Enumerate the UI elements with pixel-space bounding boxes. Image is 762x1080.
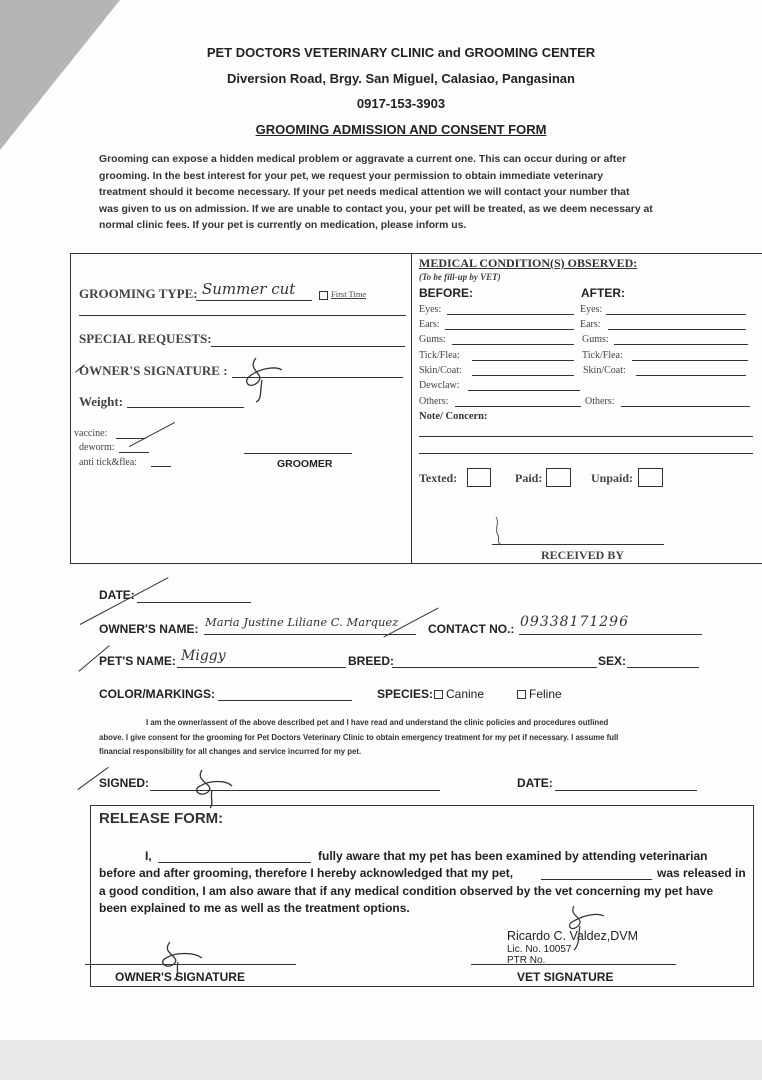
- after-ears-label: Ears:: [580, 319, 601, 330]
- before-ears-label: Ears:: [419, 319, 440, 330]
- groomer-line[interactable]: [244, 453, 352, 454]
- after-gums-line[interactable]: [614, 344, 748, 345]
- note-label: Note/ Concern:: [419, 411, 488, 422]
- breed-label: BREED:: [348, 654, 395, 668]
- note-line-2[interactable]: [419, 453, 753, 454]
- after-eyes-label: Eyes:: [580, 304, 603, 315]
- received-by-line[interactable]: [492, 544, 664, 545]
- owner-name-value[interactable]: Maria Justine Liliane C. Marquez: [205, 615, 399, 629]
- texted-checkbox[interactable]: [467, 468, 491, 487]
- release-text-2b: was released in: [657, 866, 746, 880]
- consent-date-label: DATE:: [517, 776, 553, 790]
- breed-line[interactable]: [392, 667, 597, 668]
- first-time-label: First Time: [331, 289, 367, 299]
- anti-tick-label: anti tick&flea:: [79, 457, 138, 468]
- release-text-1: fully aware that my pet has been examined by attending veterinarian: [318, 849, 708, 863]
- consent-line-2: above. I give consent for the grooming for Pet Doctors Veterinary Clinic to obtain emergency treatment for my pet if necessary. I assume full: [99, 733, 619, 742]
- before-skincoat-label: Skin/Coat:: [419, 365, 462, 376]
- after-gums-label: Gums:: [582, 334, 609, 345]
- signed-signature-scribble: [188, 764, 244, 810]
- after-tickflea-line[interactable]: [632, 360, 748, 361]
- intro-line: normal clinic fees. If your pet is currently on medication, please inform us.: [99, 220, 467, 231]
- checkbox-icon[interactable]: [517, 690, 526, 699]
- paid-checkbox[interactable]: [546, 468, 571, 487]
- before-gums-line[interactable]: [452, 344, 574, 345]
- intro-line: was given to us on admission. If we are unable to contact you, your pet will be treated, as we deem necessary at: [99, 203, 653, 215]
- paid-label: Paid:: [515, 471, 543, 485]
- before-dewclaw-label: Dewclaw:: [419, 380, 460, 391]
- before-eyes-label: Eyes:: [419, 304, 442, 315]
- after-tickflea-label: Tick/Flea:: [582, 350, 623, 361]
- before-label: BEFORE:: [419, 286, 473, 300]
- release-text-2: before and after grooming, therefore I hereby acknowledged that my pet,: [99, 866, 514, 880]
- before-dewclaw-line[interactable]: [468, 390, 580, 391]
- clinic-address: Diversion Road, Brgy. San Miguel, Calasiao, Pangasinan: [227, 71, 575, 86]
- release-pet-line[interactable]: [541, 879, 652, 880]
- pet-name-label: PET'S NAME:: [99, 654, 176, 668]
- consent-date-line[interactable]: [555, 790, 697, 791]
- signed-label: SIGNED:: [99, 776, 150, 790]
- first-time-checkbox[interactable]: [319, 289, 366, 300]
- contact-line: [519, 634, 702, 635]
- release-text-3: a good condition, I am also aware that if any medical condition observed by the vet concerning my pet have: [99, 884, 714, 898]
- vet-signature-label: VET SIGNATURE: [517, 970, 614, 984]
- canine-label: Canine: [446, 687, 485, 701]
- vet-signature-line[interactable]: [471, 964, 676, 965]
- before-skincoat-line[interactable]: [472, 375, 574, 376]
- feline-label: Feline: [529, 687, 562, 701]
- feline-option[interactable]: [517, 687, 562, 701]
- sex-label: SEX:: [598, 654, 627, 668]
- after-others-line[interactable]: [621, 406, 750, 407]
- color-markings-label: COLOR/MARKINGS:: [99, 687, 215, 701]
- weight-line[interactable]: [127, 407, 244, 408]
- received-by-mark: [488, 513, 508, 547]
- texted-label: Texted:: [419, 471, 458, 485]
- groomer-label: GROOMER: [277, 458, 333, 470]
- release-i-label: I,: [145, 849, 152, 863]
- vet-lic-no: Lic. No. 10057: [507, 944, 572, 955]
- contact-label: CONTACT NO.:: [428, 622, 515, 636]
- unpaid-checkbox[interactable]: [638, 468, 663, 487]
- owner-signature-label: OWNER'S SIGNATURE :: [79, 363, 228, 378]
- scan-bottom-band: [0, 1040, 762, 1080]
- grooming-type-label: GROOMING TYPE:: [79, 286, 198, 301]
- owner-signature-release-line[interactable]: [85, 964, 296, 965]
- after-ears-line[interactable]: [608, 329, 746, 330]
- vaccine-label: vaccine:: [74, 428, 108, 439]
- after-others-label: Others:: [585, 396, 615, 407]
- checkbox-icon[interactable]: [319, 291, 328, 300]
- grooming-type-value[interactable]: Summer cut: [202, 280, 296, 298]
- grooming-type-line: [196, 300, 312, 301]
- before-others-line[interactable]: [455, 406, 581, 407]
- before-eyes-line[interactable]: [447, 314, 574, 315]
- before-tickflea-label: Tick/Flea:: [419, 350, 460, 361]
- species-label: SPECIES:: [377, 687, 434, 701]
- consent-line-3: financial responsibility for all changes and service incurred for my pet.: [99, 747, 362, 756]
- checkbox-icon[interactable]: [434, 690, 443, 699]
- medical-condition-subtitle: (To be fill-up by VET): [419, 272, 501, 282]
- form-title: GROOMING ADMISSION AND CONSENT FORM: [255, 122, 547, 137]
- intro-paragraph: [99, 152, 653, 235]
- pet-name-line: [177, 667, 346, 668]
- color-markings-line[interactable]: [218, 700, 352, 701]
- anti-tick-line[interactable]: [151, 466, 171, 467]
- unpaid-label: Unpaid:: [591, 471, 634, 485]
- intro-line: grooming. In the best interest for your pet, we request your permission to obtain immediate veterinary: [99, 170, 604, 182]
- consent-line-1: I am the owner/assent of the above described pet and I have read and understand the clinic policies and procedures outlined: [146, 718, 609, 727]
- after-skincoat-label: Skin/Coat:: [583, 365, 626, 376]
- before-gums-label: Gums:: [419, 334, 446, 345]
- sex-line[interactable]: [627, 667, 699, 668]
- deworm-label: deworm:: [79, 442, 115, 453]
- special-requests-label: SPECIAL REQUESTS:: [79, 331, 212, 346]
- clinic-phone: 0917-153-3903: [356, 96, 446, 111]
- medical-condition-title: MEDICAL CONDITION(S) OBSERVED:: [419, 256, 638, 270]
- grooming-type-line-2: [79, 315, 406, 316]
- deworm-line[interactable]: [119, 452, 149, 453]
- release-text-4: been explained to me as well as the treatment options.: [99, 901, 410, 915]
- owner-name-label: OWNER'S NAME:: [99, 622, 199, 636]
- vet-name: Ricardo C. Valdez,DVM: [507, 929, 639, 943]
- intro-line: treatment should it become necessary. If your pet needs medical attention we will contact your number that: [99, 187, 630, 198]
- owner-signature-release-label: OWNER'S SIGNATURE: [115, 970, 245, 984]
- date-label: DATE:: [99, 588, 135, 602]
- contact-value[interactable]: 09338171296: [520, 614, 629, 630]
- special-requests-line: [211, 346, 405, 347]
- before-others-label: Others:: [419, 396, 449, 407]
- panel-divider: [411, 253, 412, 564]
- before-tickflea-line[interactable]: [472, 360, 574, 361]
- pet-name-value[interactable]: Miggy: [181, 648, 226, 664]
- after-label: AFTER:: [581, 286, 625, 300]
- weight-label: Weight:: [79, 394, 124, 409]
- date-line[interactable]: [137, 602, 251, 603]
- before-ears-line[interactable]: [445, 329, 574, 330]
- intro-line: Grooming can expose a hidden medical problem or aggravate a current one. This can occur during or after: [99, 154, 627, 165]
- received-by-label: RECEIVED BY: [541, 548, 625, 562]
- note-line-1[interactable]: [419, 436, 753, 437]
- after-skincoat-line[interactable]: [636, 375, 746, 376]
- release-form-title: RELEASE FORM:: [99, 810, 224, 827]
- canine-option[interactable]: [434, 687, 484, 701]
- clinic-name: PET DOCTORS VETERINARY CLINIC and GROOMING CENTER: [206, 45, 596, 60]
- owner-signature-scribble: [236, 350, 296, 406]
- vet-signature-scribble: [560, 898, 610, 954]
- vet-ptr-no: PTR No.: [507, 955, 546, 966]
- release-name-line[interactable]: [158, 862, 311, 863]
- after-eyes-line[interactable]: [606, 314, 746, 315]
